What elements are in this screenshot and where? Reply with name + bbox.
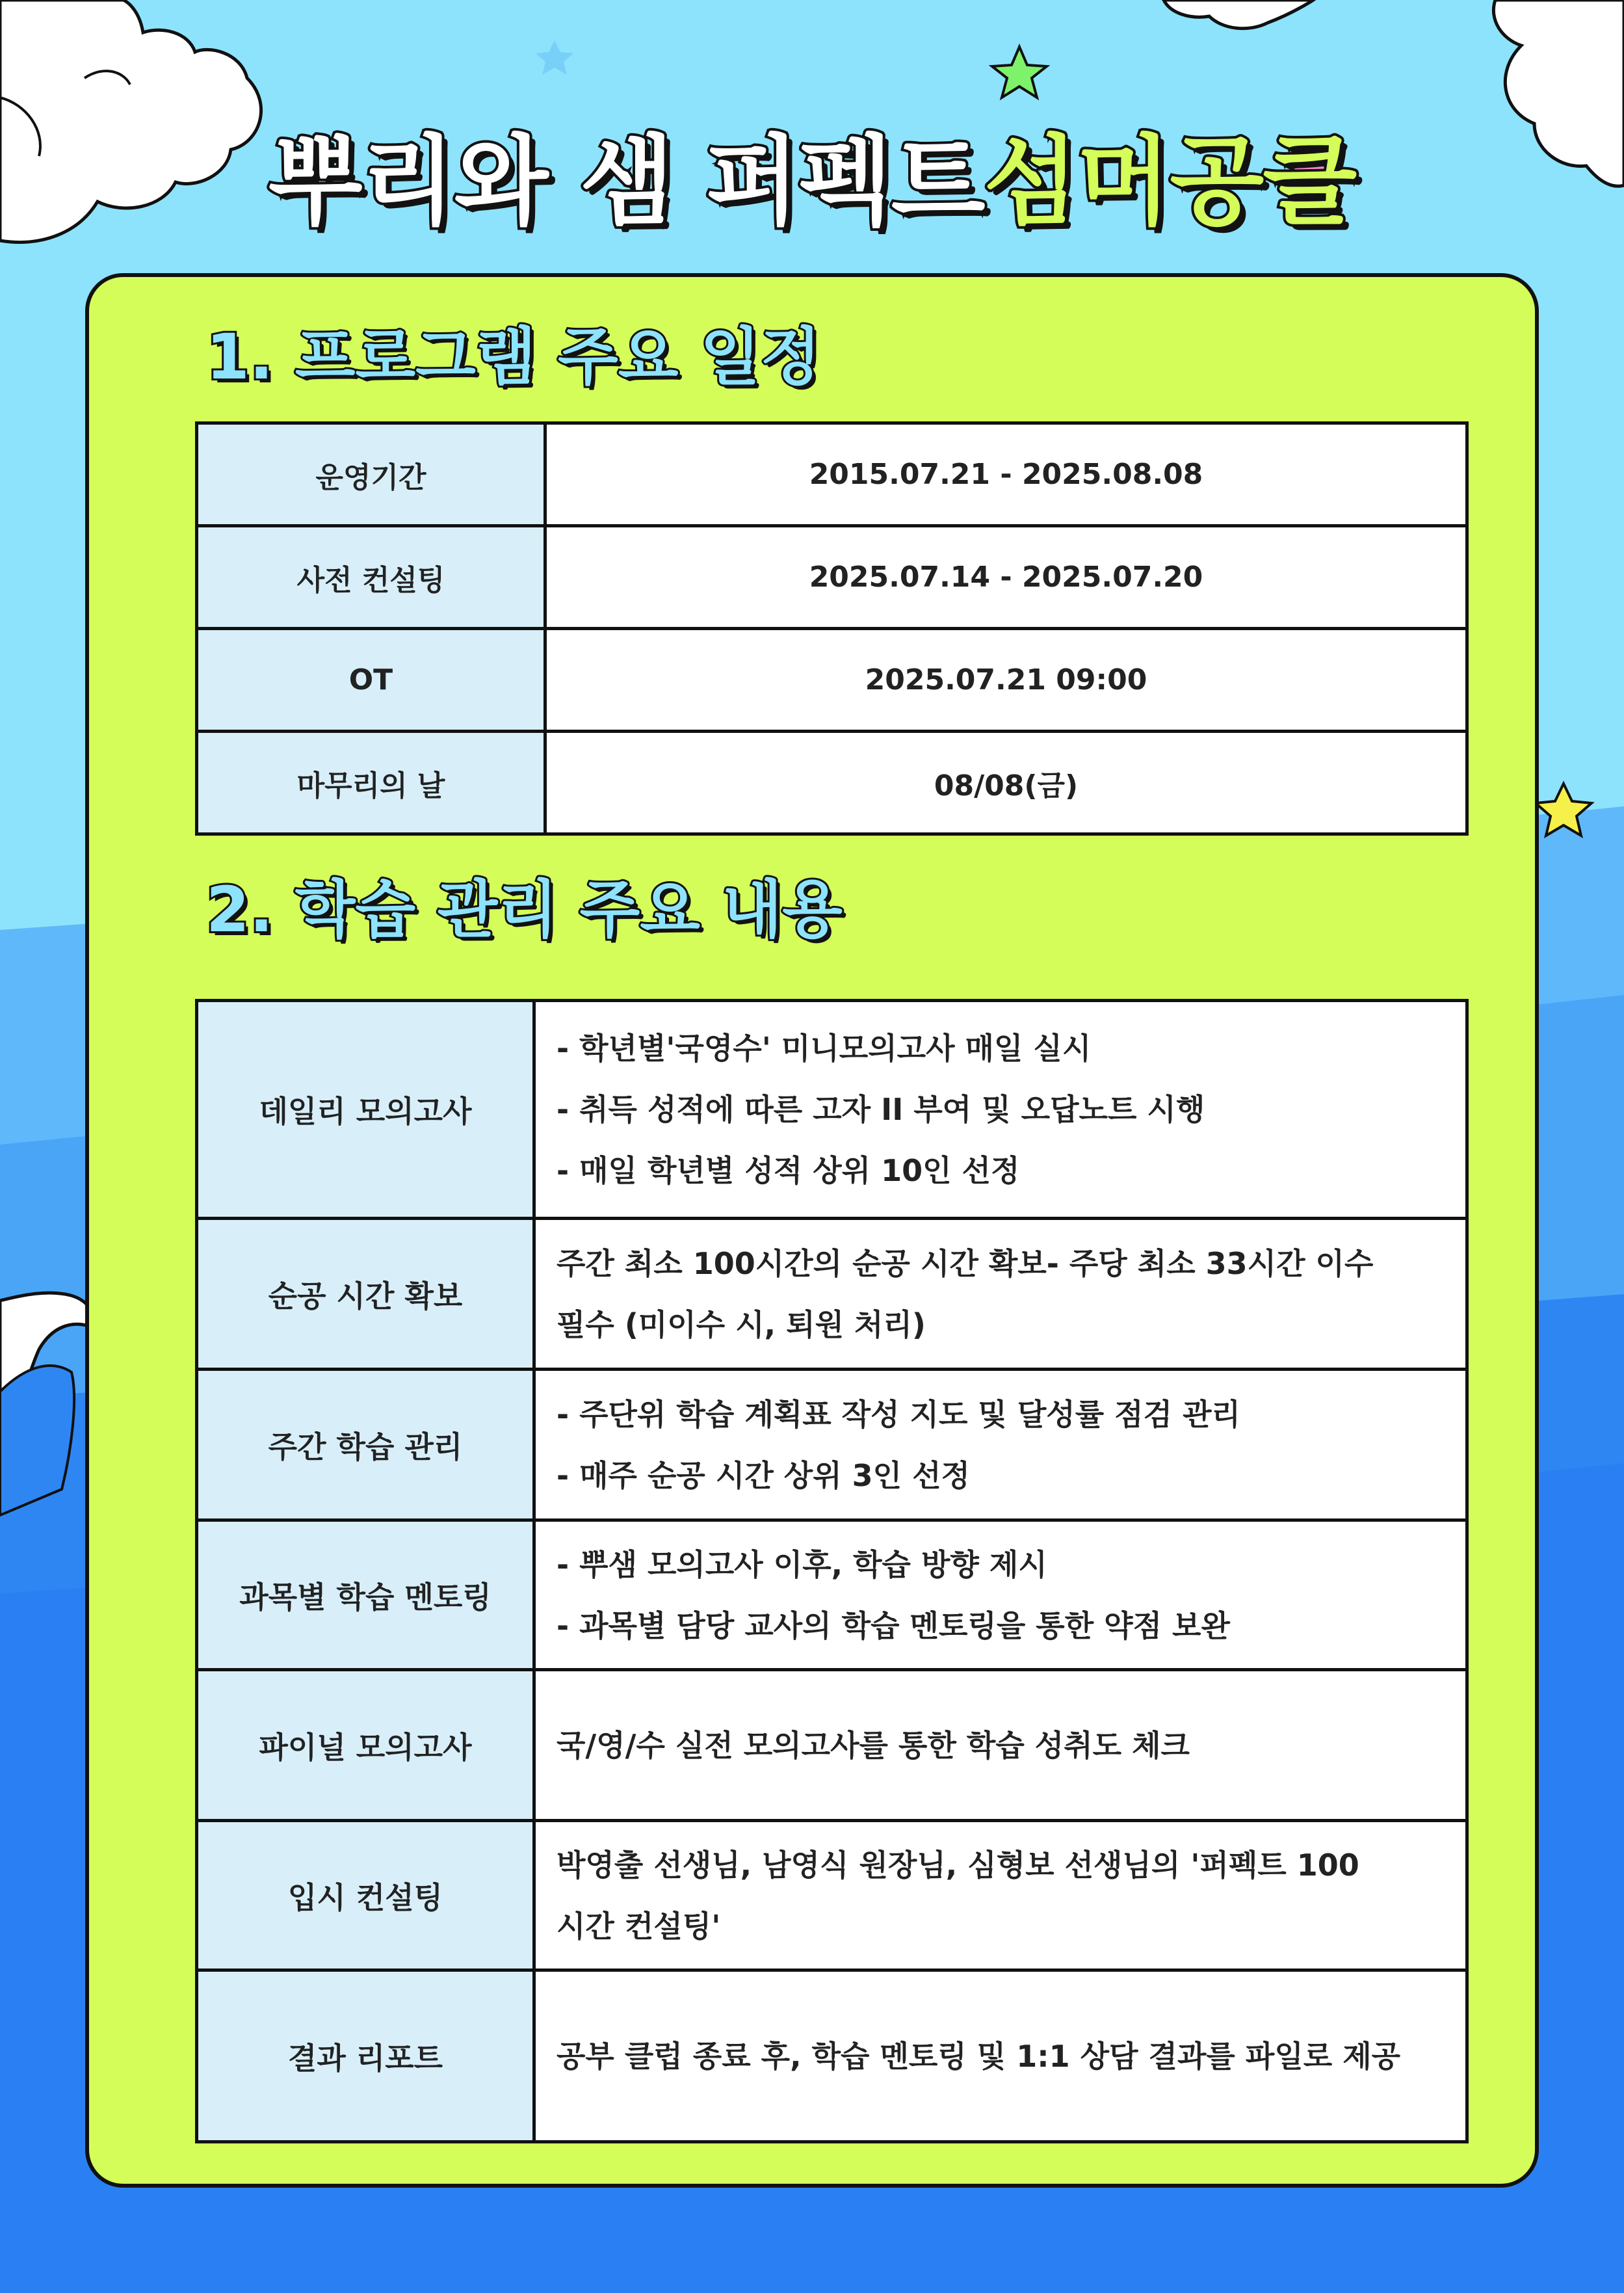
detail-line: 공부 클럽 종료 후, 학습 멘토링 및 1:1 상담 결과를 파일로 제공: [557, 2038, 1401, 2074]
management-label: 과목별 학습 멘토링: [197, 1520, 534, 1670]
schedule-label: OT: [197, 629, 545, 732]
table-row: [197, 526, 1467, 629]
management-detail: [534, 1001, 1467, 1219]
table-row: [197, 1670, 1467, 1821]
cloud-icon: [1164, 0, 1313, 29]
schedule-value: 2025.07.21 09:00: [545, 629, 1467, 732]
detail-line: - 취득 성적에 따른 고자 II 부여 및 오답노트 시행: [557, 1092, 1205, 1127]
management-detail: [534, 1219, 1467, 1370]
management-table: [195, 999, 1469, 2143]
schedule-label: 사전 컨설팅: [197, 526, 545, 629]
detail-line: - 뿌샘 모의고사 이후, 학습 방향 제시: [557, 1546, 1047, 1582]
schedule-value: 08/08(금): [545, 732, 1467, 834]
star-icon: [992, 47, 1047, 98]
detail-line: 주간 최소 100시간의 순공 시간 확보- 주당 최소 33시간 이수: [557, 1245, 1374, 1281]
management-detail: [534, 1520, 1467, 1670]
detail-line: - 과목별 담당 교사의 학습 멘토링을 통한 약점 보완: [557, 1608, 1230, 1643]
detail-line: 필수 (미이수 시, 퇴원 처리): [557, 1306, 926, 1342]
table-row: [197, 1219, 1467, 1370]
section1-heading: 1. 프로그램 주요 일정: [206, 321, 821, 393]
management-detail: [534, 1821, 1467, 1970]
poster-title: [0, 126, 1624, 239]
schedule-table: [195, 421, 1469, 836]
management-label: 데일리 모의고사: [197, 1001, 534, 1219]
management-label: 파이널 모의고사: [197, 1670, 534, 1821]
management-detail: [534, 1370, 1467, 1520]
schedule-label: 운영기간: [197, 423, 545, 526]
schedule-label: 마무리의 날: [197, 732, 545, 834]
content-card: [85, 273, 1539, 2188]
table-row: [197, 1370, 1467, 1520]
management-label: 결과 리포트: [197, 1970, 534, 2142]
management-label: 순공 시간 확보: [197, 1219, 534, 1370]
detail-line: - 주단위 학습 계획표 작성 지도 및 달성률 점검 관리: [557, 1396, 1240, 1432]
detail-line: 국/영/수 실전 모의고사를 통한 학습 성취도 체크: [557, 1727, 1190, 1763]
table-row: [197, 1001, 1467, 1219]
table-row: [197, 629, 1467, 732]
section2-heading: 2. 학습 관리 주요 내용: [206, 873, 843, 946]
detail-line: - 학년별'국영수' 미니모의고사 매일 실시: [557, 1031, 1092, 1066]
detail-line: - 매주 순공 시간 상위 3인 선정: [557, 1457, 970, 1493]
detail-line: 시간 컨설팅': [557, 1908, 721, 1944]
management-label: 입시 컨설팅: [197, 1821, 534, 1970]
management-detail: [534, 1670, 1467, 1821]
table-row: [197, 1970, 1467, 2142]
table-row: [197, 1821, 1467, 1970]
schedule-value: 2015.07.21 - 2025.08.08: [545, 423, 1467, 526]
table-row: [197, 423, 1467, 526]
table-row: [197, 732, 1467, 834]
table-row: [197, 1520, 1467, 1670]
title-part2: 섬머공클: [984, 126, 1356, 239]
schedule-value: 2025.07.14 - 2025.07.20: [545, 526, 1467, 629]
management-label: 주간 학습 관리: [197, 1370, 534, 1520]
detail-line: 박영출 선생님, 남영식 원장님, 심형보 선생님의 '퍼펙트 100: [557, 1847, 1359, 1883]
title-part1: 뿌리와 샘 퍼펙트: [268, 126, 984, 239]
management-detail: [534, 1970, 1467, 2142]
detail-line: - 매일 학년별 성적 상위 10인 선정: [557, 1153, 1020, 1188]
star-icon: [536, 40, 573, 75]
